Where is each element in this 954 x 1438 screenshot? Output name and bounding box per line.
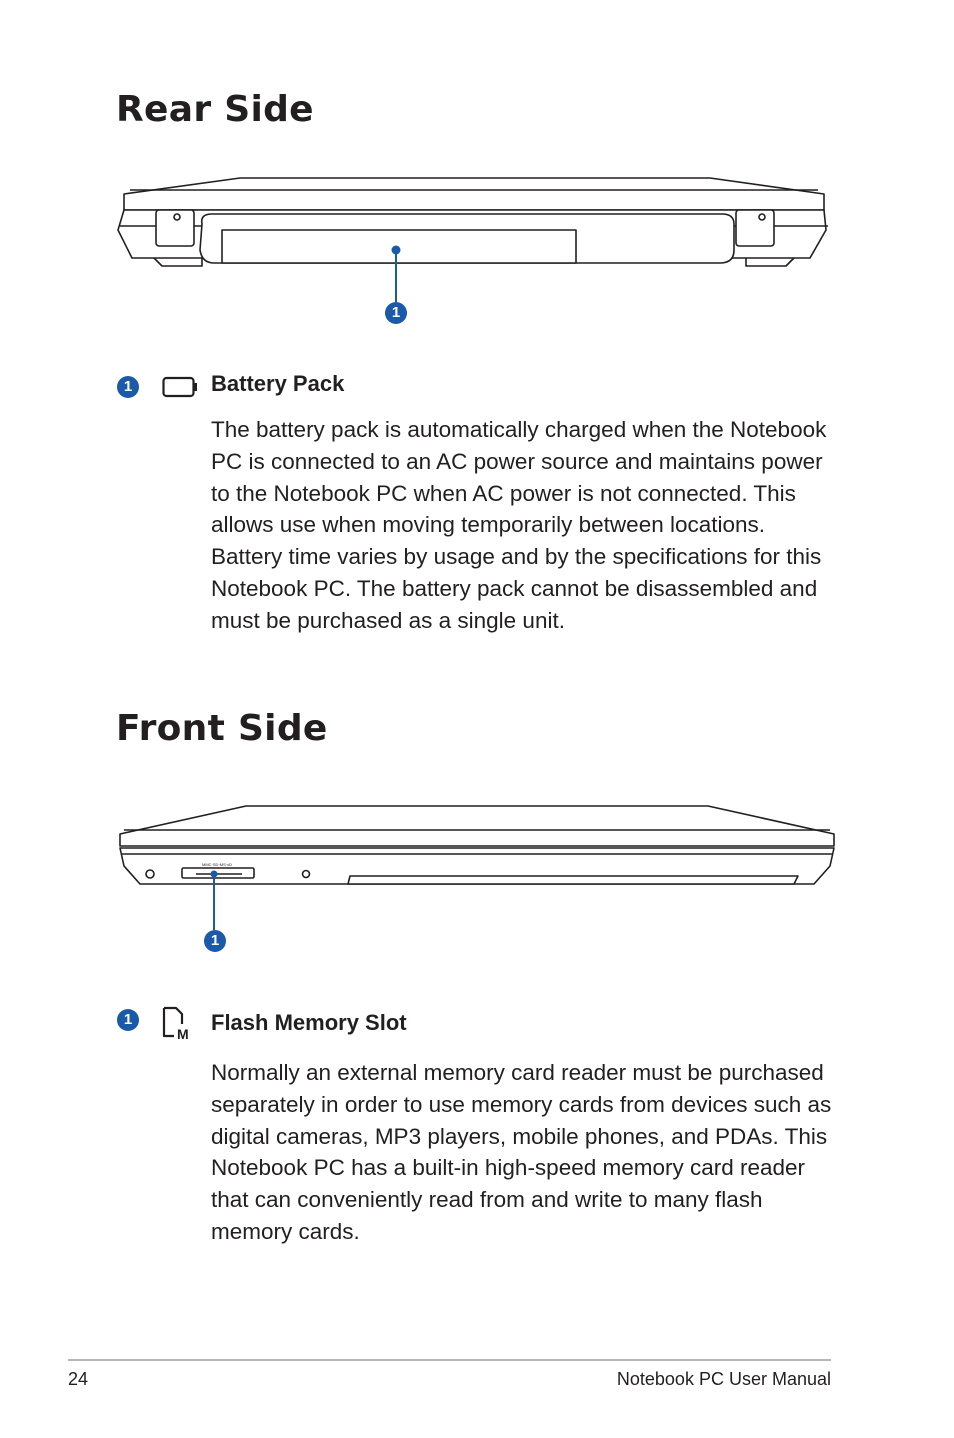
flash-memory-slot-description: Normally an external memory card reader must be purchased separately in order to use memory cards from devices such as digital cameras, MP3 players, mobile phones, and PDAs. This Notebook PC has a built-in high-speed memory card reader that can conveniently read from and write to many flash memory cards. — [211, 1060, 832, 1244]
battery-pack-description: The battery pack is automatically charged when the Notebook PC is connected to an AC power source and maintains power to the Notebook PC when AC power is not connected. This allows use when moving temporarily between locations. Battery time varies by usage and by the specifications for this Notebook PC. The battery pack cannot be disassembled and must be purchased as a single unit. — [211, 417, 827, 633]
manual-title: Notebook PC User Manual — [616, 1369, 831, 1389]
footer-divider — [68, 1359, 831, 1361]
flash-item-number: 1 — [117, 1009, 139, 1031]
flash-memory-slot-title: Flash Memory Slot — [211, 1010, 407, 1035]
rear-callout-badge: 1 — [385, 302, 407, 324]
rear-side-title: Rear Side — [116, 89, 314, 130]
battery-item-number: 1 — [117, 376, 139, 398]
svg-text:MMC·SD·MS·xD: MMC·SD·MS·xD — [202, 862, 232, 867]
front-side-title: Front Side — [116, 708, 328, 749]
memory-card-icon — [160, 1006, 194, 1040]
battery-icon — [162, 376, 198, 398]
page-number: 24 — [68, 1369, 89, 1389]
front-callout-badge: 1 — [204, 930, 226, 952]
rear-side-illustration — [110, 170, 840, 330]
svg-text:M: M — [177, 1026, 189, 1040]
battery-pack-title: Battery Pack — [211, 371, 345, 396]
